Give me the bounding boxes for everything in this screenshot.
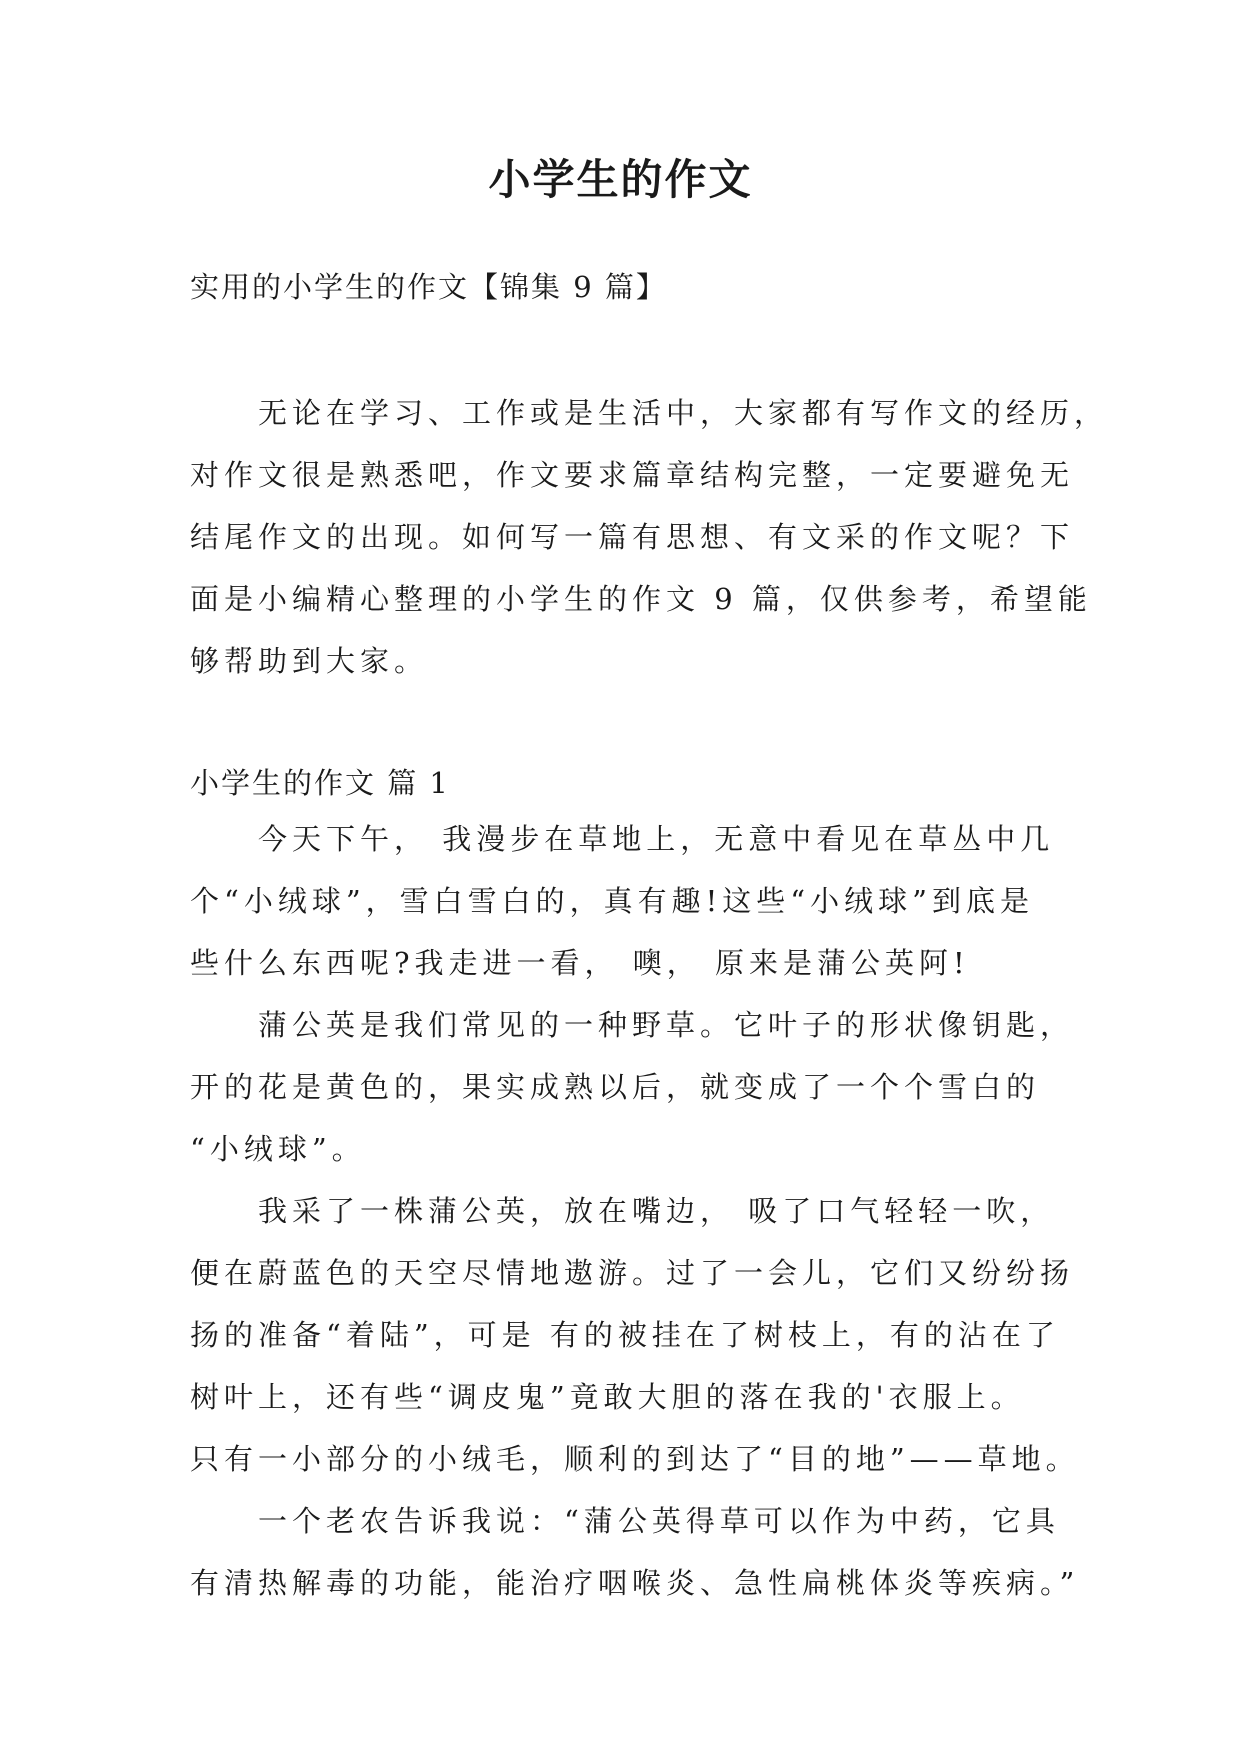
intro-paragraph [190, 382, 1109, 692]
intro-line: 对作文很是熟悉吧，作文要求篇章结构完整，一定要避免无 [190, 458, 1075, 492]
body-line: 今天下午， 我漫步在草地上，无意中看见在草丛中几 [258, 822, 1055, 856]
body-text [190, 808, 1080, 1614]
intro-line: 面是小编精心整理的小学生的作文 9 篇，仅供参考，希望能 [190, 582, 1092, 616]
body-line: 一个老农告诉我说：“蒲公英得草可以作为中药，它具 [258, 1504, 1060, 1538]
intro-line: 结尾作文的出现。如何写一篇有思想、有文采的作文呢？下 [190, 520, 1075, 554]
body-line: 些什么东西呢?我走进一看， 噢， 原来是蒲公英阿! [190, 946, 970, 980]
body-line: 扬的准备“着陆”，可是 有的被挂在了树枝上，有的沾在了 [190, 1318, 1060, 1352]
body-line: 个“小绒球”，雪白雪白的，真有趣!这些“小绒球”到底是 [190, 884, 1034, 918]
body-line: “小绒球”。 [190, 1132, 366, 1166]
body-line: 我采了一株蒲公英，放在嘴边， 吸了口气轻轻一吹， [258, 1194, 1055, 1228]
document-subtitle: 实用的小学生的作文【锦集 9 篇】 [190, 270, 667, 304]
intro-line: 够帮助到大家。 [190, 644, 429, 678]
intro-line: 无论在学习、工作或是生活中，大家都有写作文的经历， [258, 396, 1109, 430]
section-heading: 小学生的作文 篇 1 [190, 766, 450, 800]
document-title: 小学生的作文 [488, 155, 753, 204]
body-line: 只有一小部分的小绒毛，顺利的到达了“目的地”——草地。 [190, 1442, 1080, 1476]
body-line: 便在蔚蓝色的天空尽情地遨游。过了一会儿，它们又纷纷扬 [190, 1256, 1075, 1290]
body-line: 蒲公英是我们常见的一种野草。它叶子的形状像钥匙， [258, 1008, 1075, 1042]
body-line: 树叶上，还有些“调皮鬼”竟敢大胆的落在我的'衣服上。 [190, 1380, 1025, 1414]
body-line: 有清热解毒的功能，能治疗咽喉炎、急性扁桃体炎等疾病。” [190, 1566, 1080, 1600]
body-line: 开的花是黄色的，果实成熟以后，就变成了一个个雪白的 [190, 1070, 1041, 1104]
